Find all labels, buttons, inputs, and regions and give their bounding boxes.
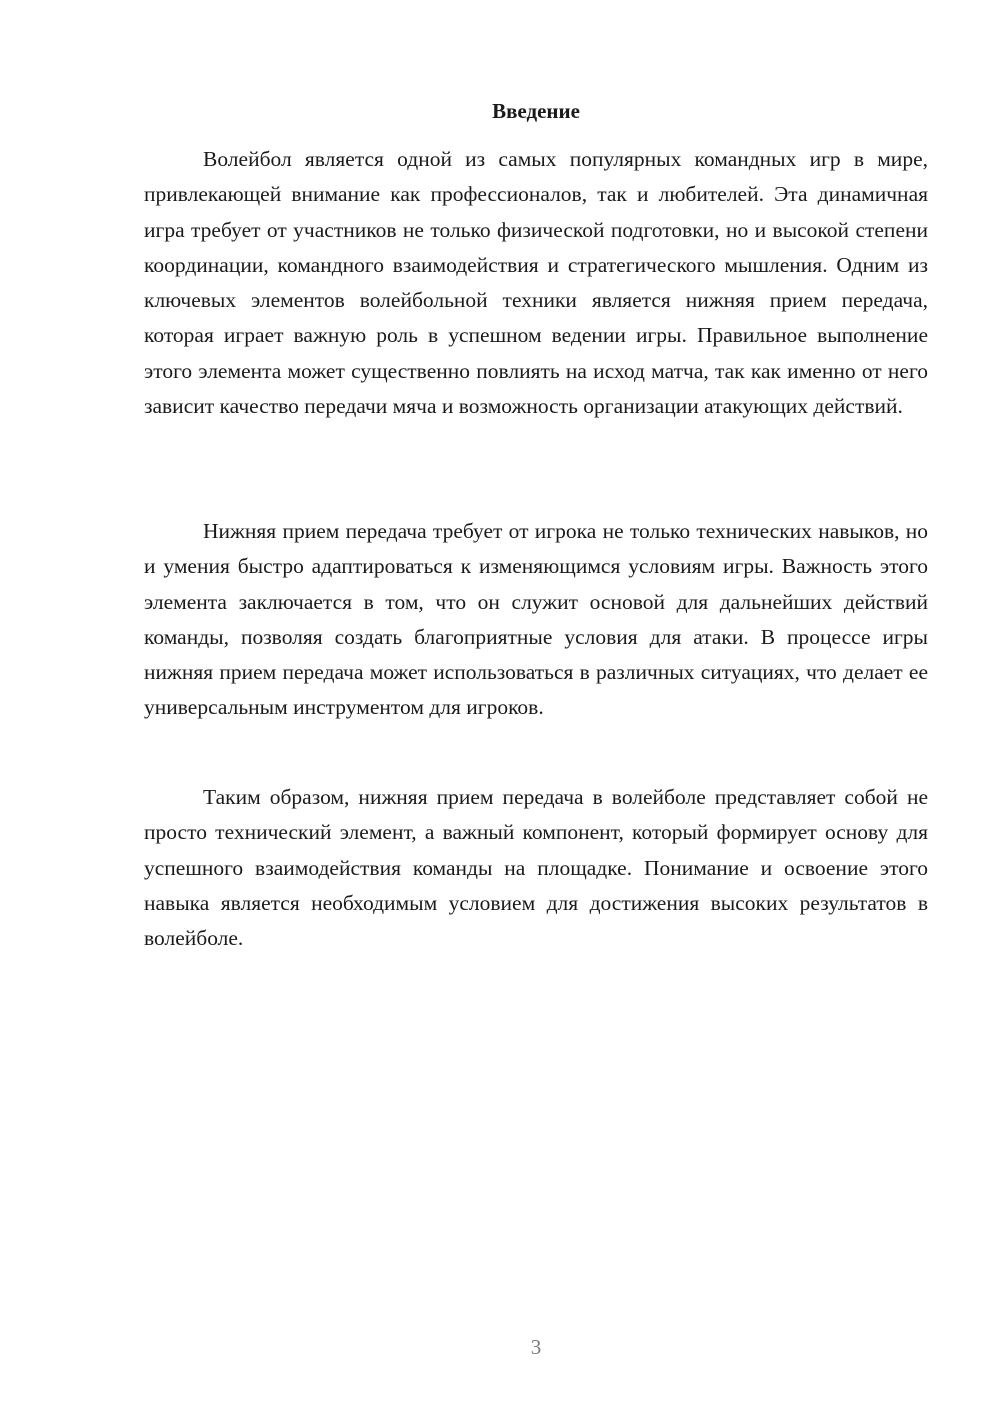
paragraph-2: Нижняя прием передача требует от игрока не только технических навыков, но и умения быстро адаптироваться к изменяющимся условиям игры. Важность этого элемента заключается в том, что он служит основой для дальнейших действий команды, позволяя создать благоприятные условия для атаки. В процессе игры нижняя прием передача может использоваться в различных ситуациях, что делает ее универсальным инструментом для игроков. <box>144 519 928 720</box>
section-title: Введение <box>492 99 580 123</box>
page-number: 3 <box>530 1335 542 1359</box>
paragraph-3: Таким образом, нижняя прием передача в волейболе представляет собой не просто технический элемент, а важный компонент, который формирует основу для успешного взаимодействия команды на площадке. Понимание и освоение этого навыка является необходимым условием для достижения высоких результатов в волейболе. <box>144 785 928 951</box>
paragraph-1: Волейбол является одной из самых популярных командных игр в мире, привлекающей внимание как профессионалов, так и любителей. Эта динамичная игра требует от участников не только физической подготовки, но и высокой степени координации, командного взаимодействия и стратегического мышления. Одним из ключевых элементов волейбольной техники является нижняя прием передача, которая играет важную роль в успешном ведении игры. Правильное выполнение этого элемента может существенно повлиять на исход матча, так как именно от него зависит качество передачи мяча и возможность организации атакующих действий. <box>144 147 928 419</box>
